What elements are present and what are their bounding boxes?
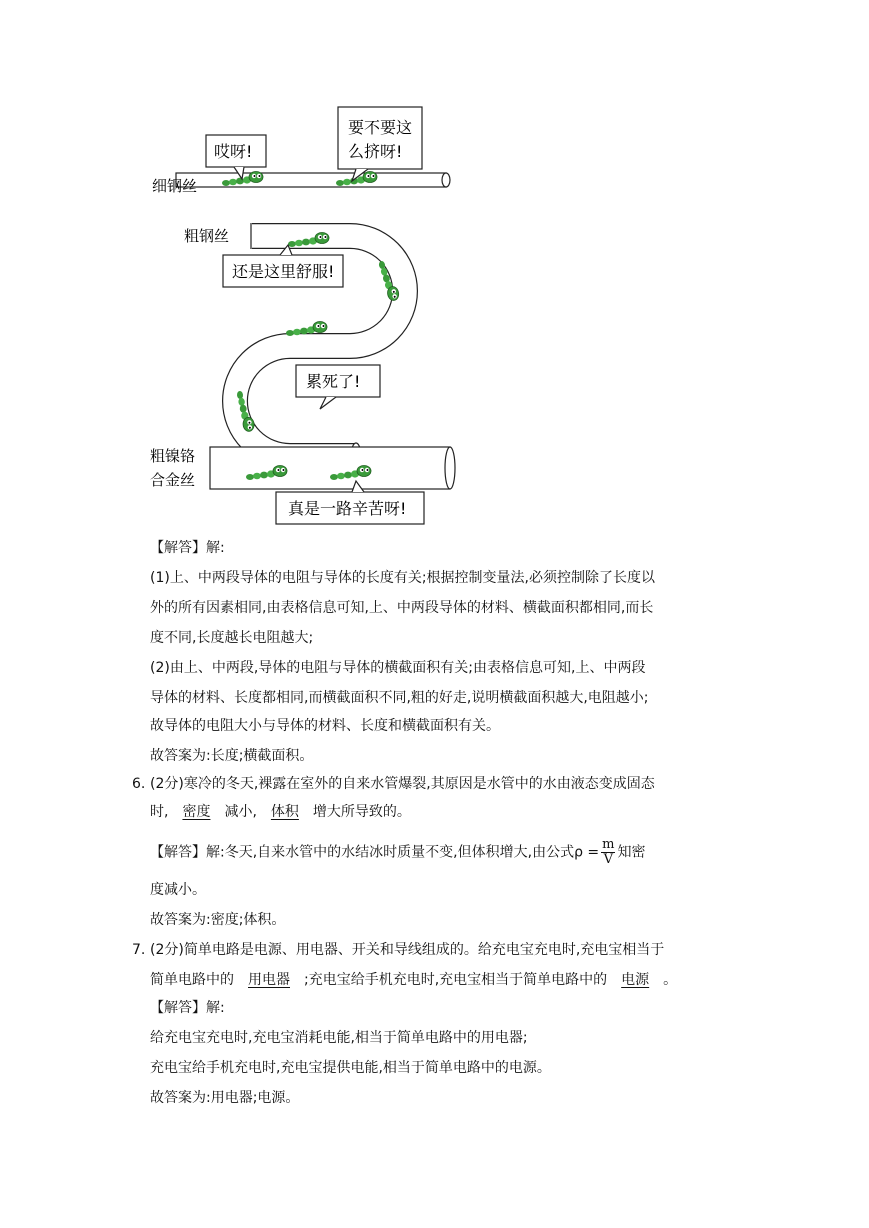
bubble-aiya-text: 哎呀! [214, 142, 253, 161]
formula-denominator: V [603, 852, 613, 867]
q6-answer-line2: 度减小。 [150, 882, 206, 898]
q5-answer-p1-line3: 度不同,长度越长电阻越大; [150, 630, 314, 646]
q5-answer-p2-line3: 故导体的电阻大小与导体的材料、长度和横截面积有关。 [150, 718, 500, 734]
q7-stem-text-a: 简单电路中的 [150, 972, 234, 988]
q7-answer-line1: 给充电宝充电时,充电宝消耗电能,相当于简单电路中的用电器; [150, 1030, 528, 1046]
q5-answer-p2-line2: 导体的材料、长度都相同,而横截面积不同,粗的好走,说明横截面积越大,电阻越小; [150, 690, 649, 706]
q7-stem-text-b: ;充电宝给手机充电时,充电宝相当于简单电路中的 [304, 972, 608, 988]
q6-stem-line2 [150, 802, 411, 822]
q5-final-answer: 故答案为:长度;横截面积。 [150, 748, 314, 764]
q7-number: 7. [132, 942, 146, 958]
q5-answer-p1-line2: 外的所有因素相同,由表格信息可知,上、中两段导体的材料、横截面积都相同,而长 [150, 600, 654, 616]
q6-final-answer: 故答案为:密度;体积。 [150, 912, 286, 928]
bubble-comfortable-text: 还是这里舒服! [232, 262, 335, 281]
wire-resistance-illustration [130, 95, 470, 535]
q7-stem-text-c: 。 [663, 972, 678, 988]
q6-stem-text-c: 增大所导致的。 [312, 804, 411, 820]
alloy-label-line2: 合金丝 [150, 471, 196, 489]
bubble-crowded-line1: 要不要这 [348, 118, 413, 137]
q6-answer-text-b: 知密 [617, 844, 646, 861]
q5-answer-p1-line1: (1)上、中两段导体的电阻与导体的长度有关;根据控制变量法,必须控制除了长度以 [150, 570, 655, 586]
q6-blank-2: 体积 [270, 804, 299, 820]
q6-number: 6. [132, 776, 146, 792]
formula-numerator: m [602, 837, 615, 852]
alloy-label-line1: 粗镍铬 [150, 447, 196, 465]
nichrome-wire [210, 447, 455, 489]
bubble-crowded-line2: 么挤呀! [348, 142, 403, 161]
q6-stem-line1: (2分)寒冷的冬天,裸露在室外的自来水管爆裂,其原因是水管中的水由液态变成固态 [150, 776, 655, 792]
bubble-tired-text: 累死了! [306, 372, 361, 391]
q6-answer-line1 [150, 838, 645, 867]
q6-answer-text-a: 【解答】解:冬天,自来水管中的水结冰时质量不变,但体积增大,由公式ρ = [150, 844, 600, 861]
bubble-hard-text: 真是一路辛苦呀! [288, 499, 407, 518]
q7-blank-2: 电源 [621, 972, 650, 988]
q7-answer-line2: 充电宝给手机充电时,充电宝提供电能,相当于简单电路中的电源。 [150, 1060, 551, 1076]
q6-stem-text-b: 减小, [224, 804, 257, 820]
q5-answer-p2-line1: (2)由上、中两段,导体的电阻与导体的横截面积有关;由表格信息可知,上、中两段 [150, 660, 646, 676]
q7-blank-1: 用电器 [248, 972, 290, 988]
q7-stem-line1: (2分)简单电路是电源、用电器、开关和导线组成的。给充电宝充电时,充电宝相当于 [150, 942, 665, 958]
q6-stem-text-a: 时, [150, 804, 169, 820]
q7-final-answer: 故答案为:用电器;电源。 [150, 1090, 300, 1106]
thin-wire-label: 细钢丝 [152, 177, 198, 195]
q7-stem-line2 [150, 970, 677, 990]
thin-wire [176, 173, 450, 187]
thick-wire-label: 粗钢丝 [184, 227, 230, 245]
q7-answer-heading: 【解答】解: [150, 1000, 225, 1016]
q6-blank-1: 密度 [182, 804, 211, 820]
q5-answer-heading: 【解答】解: [150, 540, 225, 556]
density-formula [601, 838, 615, 867]
